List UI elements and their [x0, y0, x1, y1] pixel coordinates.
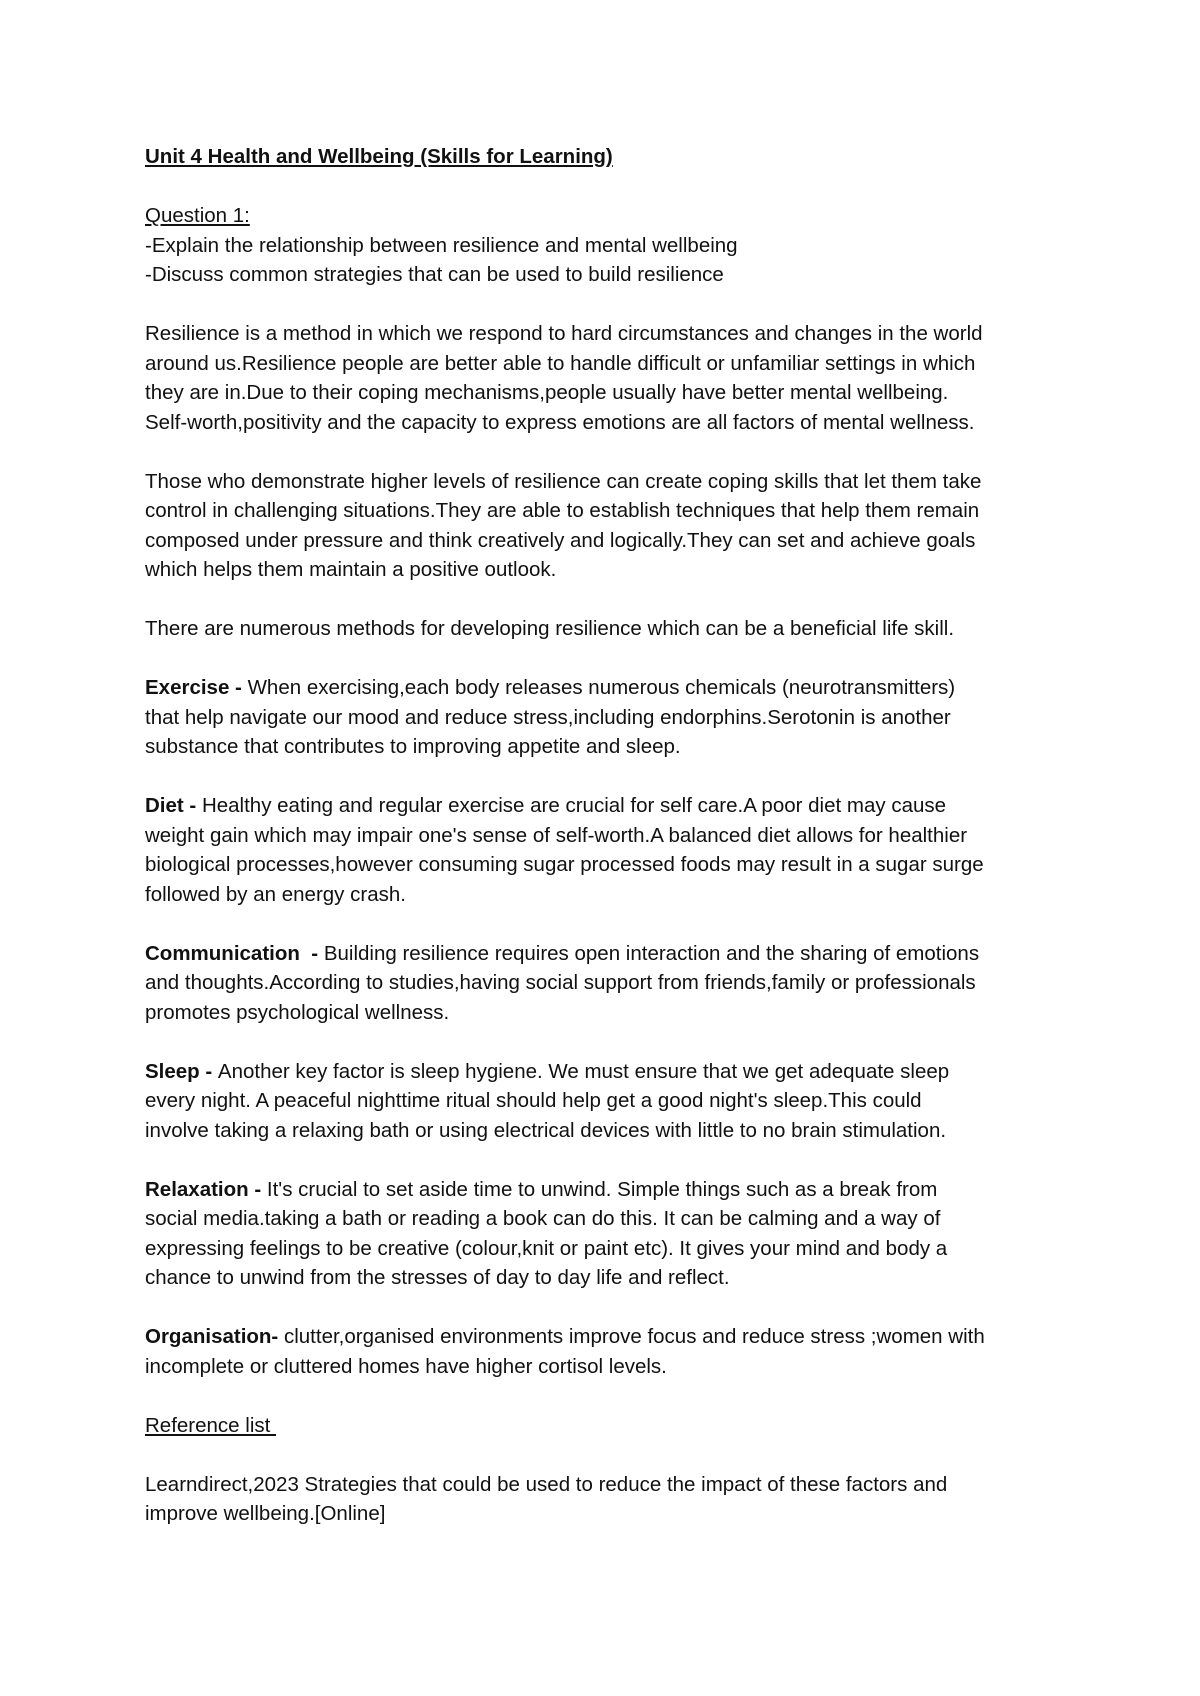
paragraph-line: There are numerous methods for developing resilience which can be a beneficial life skill. [145, 617, 955, 640]
spacer [145, 1381, 1085, 1411]
strategy-line: and thoughts.According to studies,having social support from friends,family or professionals [145, 971, 976, 994]
paragraph-line: they are in.Due to their coping mechanisms,people usually have better mental wellbeing. [145, 381, 949, 404]
paragraph-line: control in challenging situations.They are able to establish techniques that help them remain [145, 499, 980, 522]
strategy-label: Sleep - [145, 1059, 218, 1083]
spacer [145, 762, 1085, 792]
spacer [145, 644, 1085, 674]
paragraph-line: Resilience is a method in which we respond to hard circumstances and changes in the world [145, 322, 983, 345]
paragraph-line: which helps them maintain a positive outlook. [145, 558, 557, 581]
strategy-text: Building resilience requires open interaction and the sharing of emotions [323, 941, 980, 965]
strategy-relaxation [145, 1175, 1085, 1293]
strategy-text: Another key factor is sleep hygiene. We must ensure that we get adequate sleep [217, 1059, 950, 1083]
paragraph-resilience-definition [145, 319, 1085, 437]
strategy-exercise [145, 673, 1085, 762]
spacer [145, 290, 1085, 320]
paragraph-line: Those who demonstrate higher levels of resilience can create coping skills that let them take [145, 469, 982, 493]
spacer [145, 909, 1085, 939]
question-line: -Explain the relationship between resilience and mental wellbeing [145, 233, 738, 257]
strategy-text: clutter,organised environments improve focus and reduce stress ;women with [283, 1325, 985, 1348]
strategy-text: Healthy eating and regular exercise are crucial for self care.A poor diet may cause [201, 794, 947, 817]
paragraph-methods-intro [145, 614, 1085, 644]
strategy-text: When exercising,each body releases numerous chemicals (neurotransmitters) [247, 676, 956, 699]
strategy-label: Relaxation - [145, 1177, 267, 1201]
spacer [145, 1293, 1085, 1323]
strategy-line: promotes psychological wellness. [145, 1000, 450, 1024]
strategy-label: Exercise - [145, 676, 248, 699]
strategy-line: every night. A peaceful nighttime ritual should help get a good night's sleep.This could [145, 1089, 922, 1112]
strategy-label: Organisation- [145, 1325, 284, 1348]
paragraph-line: Self-worth,positivity and the capacity to express emotions are all factors of mental wellness. [145, 410, 975, 434]
strategy-first-line [145, 1057, 1085, 1087]
spacer [145, 585, 1085, 615]
spacer [145, 1440, 1085, 1470]
strategy-line: expressing feelings to be creative (colour,knit or paint etc). It gives your mind and body a [145, 1236, 948, 1260]
strategy-label: Diet - [145, 794, 202, 817]
strategy-first-line [145, 1322, 1085, 1352]
strategy-first-line [145, 1175, 1085, 1205]
strategy-first-line [145, 673, 1085, 703]
paragraph-line: around us.Resilience people are better able to handle difficult or unfamiliar settings in which [145, 351, 976, 375]
question-heading: Question 1: [145, 204, 250, 227]
strategy-sleep [145, 1057, 1085, 1146]
strategy-line: followed by an energy crash. [145, 882, 406, 906]
strategy-line: chance to unwind from the stresses of day to day life and reflect. [145, 1266, 730, 1289]
strategy-line: social media.taking a bath or reading a book can do this. It can be calming and a way of [145, 1207, 941, 1230]
reference-list-heading: Reference list [145, 1413, 277, 1437]
strategy-label: Communication - [145, 941, 324, 965]
strategy-line: substance that contributes to improving appetite and sleep. [145, 735, 681, 758]
spacer [145, 172, 1085, 202]
strategy-first-line [145, 939, 1085, 969]
reference-entry [145, 1470, 1085, 1529]
strategy-line: biological processes,however consuming sugar processed foods may result in a sugar surge [145, 853, 984, 876]
strategy-line: weight gain which may impair one's sense of self-worth.A balanced diet allows for healthier [145, 823, 968, 847]
paragraph-higher-resilience [145, 467, 1085, 585]
reference-line: Learndirect,2023 Strategies that could be used to reduce the impact of these factors and [145, 1472, 948, 1496]
document-title: Unit 4 Health and Wellbeing (Skills for Learning) [145, 145, 613, 168]
spacer [145, 1145, 1085, 1175]
strategy-text: It's crucial to set aside time to unwind. Simple things such as a break from [266, 1177, 938, 1201]
strategy-line: incomplete or cluttered homes have higher cortisol levels. [145, 1354, 667, 1378]
strategy-line: involve taking a relaxing bath or using electrical devices with little to no brain stimulation. [145, 1118, 947, 1142]
spacer [145, 1027, 1085, 1057]
strategy-diet [145, 791, 1085, 909]
document-page [145, 142, 1085, 1529]
paragraph-line: composed under pressure and think creatively and logically.They can set and achieve goals [145, 528, 976, 552]
question-line: -Discuss common strategies that can be used to build resilience [145, 263, 724, 286]
strategy-communication [145, 939, 1085, 1028]
strategy-organisation [145, 1322, 1085, 1381]
strategy-line: that help navigate our mood and reduce stress,including endorphins.Serotonin is another [145, 705, 951, 729]
reference-line: improve wellbeing.[Online] [145, 1502, 386, 1525]
strategy-first-line [145, 791, 1085, 821]
spacer [145, 437, 1085, 467]
